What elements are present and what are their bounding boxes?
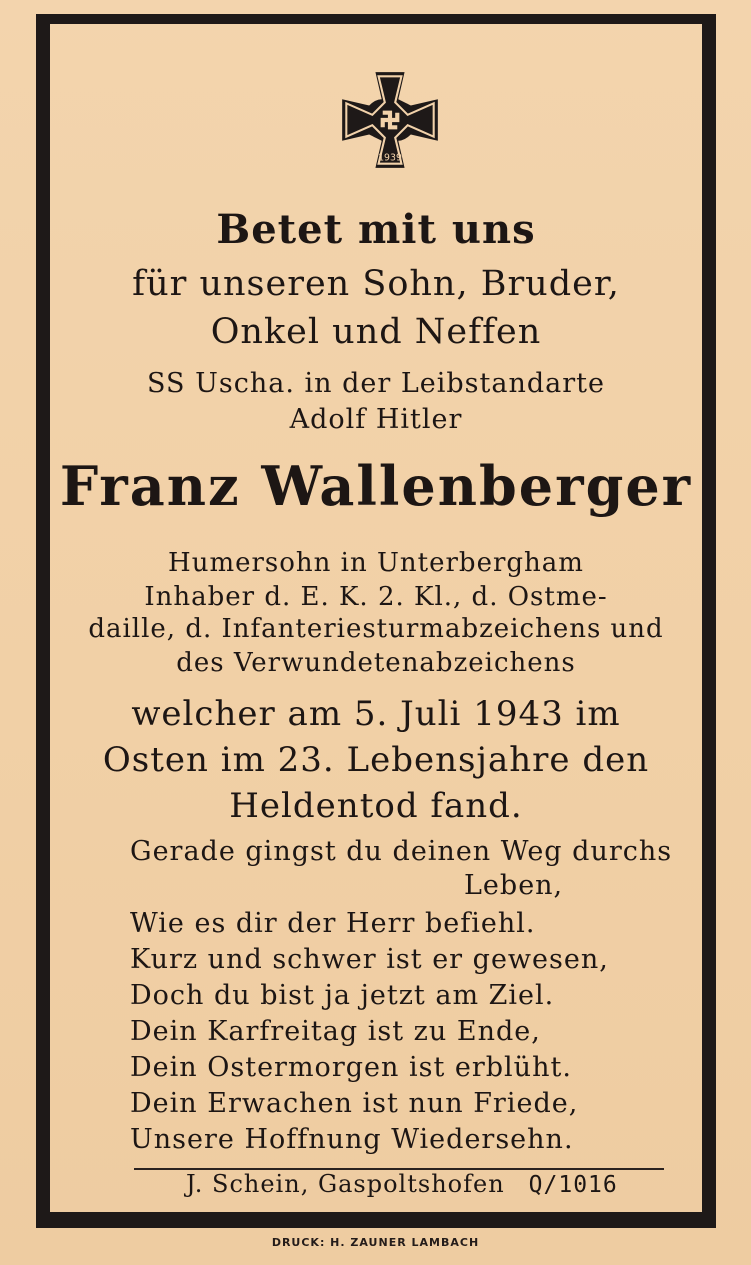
death-line-3: Heldentod fand.	[229, 786, 523, 826]
printer-name: J. Schein, Gaspoltshofen	[186, 1170, 505, 1198]
poem-line-6: Dein Ostermorgen ist erblüht.	[130, 1052, 572, 1083]
rank-line-2: Adolf Hitler	[289, 404, 463, 435]
poem-line-4: Doch du bist ja jetzt am Ziel.	[130, 980, 555, 1011]
mourning-border	[36, 14, 716, 1228]
death-line-2: Osten im 23. Lebensjahre den	[102, 740, 650, 780]
cross-year: 1939	[378, 152, 402, 164]
heading-line-1: Betet mit uns	[216, 206, 536, 253]
poem-line-1-continued: Leben,	[464, 870, 564, 901]
heading-line-3: Onkel und Neffen	[210, 312, 542, 352]
bio-line-2: Inhaber d. E. K. 2. Kl., d. Ostme-	[144, 582, 608, 612]
poem-line-3: Kurz und schwer ist er gewesen,	[130, 944, 609, 975]
poem-line-7: Dein Erwachen ist nun Friede,	[130, 1088, 579, 1119]
bio-line-3: daille, d. Infanteriesturmabzeichens und	[88, 614, 664, 644]
printer-imprint	[186, 1170, 618, 1198]
card-content	[50, 24, 702, 1212]
poem-line-5: Dein Karfreitag ist zu Ende,	[130, 1016, 541, 1047]
deceased-name: Franz Wallenberger	[59, 454, 693, 518]
print-code: Q/1016	[528, 1172, 618, 1198]
bio-line-1: Humersohn in Unterbergham	[168, 548, 584, 578]
iron-cross-icon	[338, 68, 442, 172]
bio-line-4: des Verwundetenabzeichens	[176, 648, 576, 678]
heading-line-2: für unseren Sohn, Bruder,	[132, 264, 620, 304]
print-credit: DRUCK: H. ZAUNER LAMBACH	[271, 1236, 480, 1249]
death-line-1: welcher am 5. Juli 1943 im	[131, 694, 621, 734]
poem-line-1: Gerade gingst du deinen Weg durchs	[130, 836, 673, 867]
rank-line-1: SS Uscha. in der Leibstandarte	[147, 368, 605, 399]
poem-line-8: Unsere Hoffnung Wiedersehn.	[130, 1124, 574, 1155]
poem-line-2: Wie es dir der Herr befiehl.	[130, 908, 536, 939]
